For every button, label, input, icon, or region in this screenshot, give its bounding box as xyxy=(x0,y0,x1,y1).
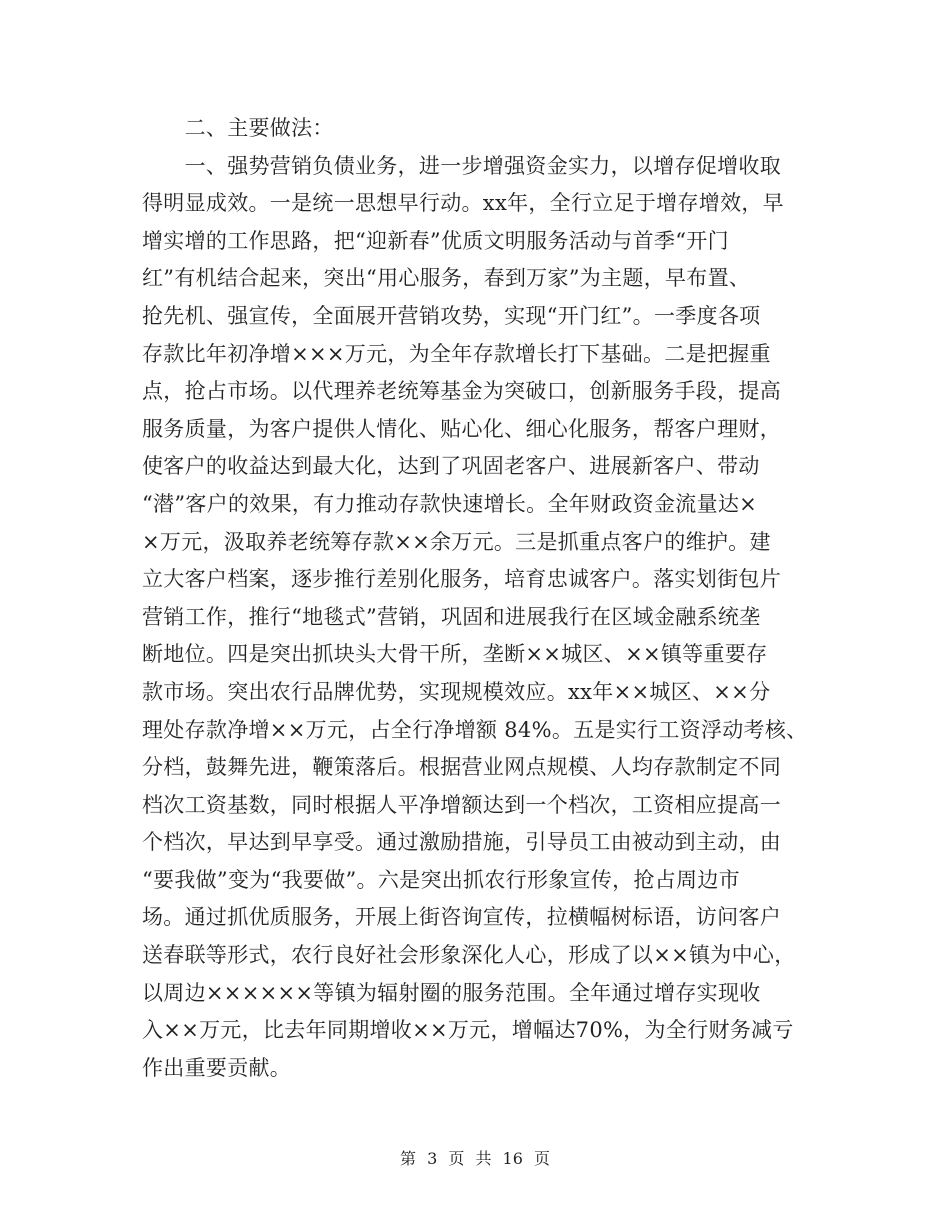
text-line: 理处存款净增××万元，占全行净增额 84%。五是实行工资浮动考核、 xyxy=(142,717,808,742)
text-line: 存款比年初净增×××万元，为全年存款增长打下基础。二是把握重 xyxy=(142,341,771,366)
text-line: 断地位。四是突出抓块头大骨干所，垄断××城区、××镇等重要存 xyxy=(142,642,768,667)
text-line: 作出重要贡献。 xyxy=(142,1055,292,1080)
text-line: 一、强势营销负债业务，进一步增强资金实力，以增存促增收取 xyxy=(142,153,781,178)
text-line: 档次工资基数，同时根据人平净增额达到一个档次，工资相应提高一 xyxy=(142,792,781,817)
text-line: 立大客户档案，逐步推行差别化服务，培育忠诚客户。落实划街包片 xyxy=(142,567,781,592)
text-line: 抢先机、强宣传，全面展开营销攻势，实现“开门红”。一季度各项 xyxy=(142,303,761,328)
text-line: 场。通过抓优质服务，开展上街咨询宣传，拉横幅树标语，访问客户 xyxy=(142,905,781,930)
text-line: 二、主要做法： xyxy=(142,116,334,140)
text-line: 红”有机结合起来，突出“用心服务，春到万家”为主题，早布置、 xyxy=(142,266,751,291)
text-line: 个档次，早达到早享受。通过激励措施，引导员工由被动到主动，由 xyxy=(142,830,781,855)
text-line: 分档，鼓舞先进，鞭策落后。根据营业网点规模、人均存款制定不同 xyxy=(142,755,781,780)
text-line: 款市场。突出农行品牌优势，实现规模效应。xx年××城区、××分 xyxy=(142,679,771,704)
text-line: 以周边××××××等镇为辐射圈的服务范围。全年通过增存实现收 xyxy=(142,980,761,1005)
text-line: 营销工作，推行“地毯式”营销，巩固和进展我行在区域金融系统垄 xyxy=(142,604,761,629)
text-line: “要我做”变为“我要做”。六是突出抓农行形象宣传，抢占周边市 xyxy=(142,867,740,892)
text-line: 得明显成效。一是统一思想早行动。xx年，全行立足于增存增效，早 xyxy=(142,191,784,216)
text-line: 服务质量，为客户提供人情化、贴心化、细心化服务，帮客户理财， xyxy=(142,416,781,441)
text-line: “潜”客户的效果，有力推动存款快速增长。全年财政资金流量达× xyxy=(142,491,758,516)
text-line: 点，抢占市场。以代理养老统筹基金为突破口，创新服务手段，提高 xyxy=(142,379,781,404)
page-number-footer: 第 3 页 共 16 页 xyxy=(400,1149,550,1168)
text-line: 送春联等形式，农行良好社会形象深化人心，形成了以××镇为中心， xyxy=(142,943,796,968)
document-body xyxy=(142,110,812,1087)
text-line: 使客户的收益达到最大化，达到了巩固老客户、进展新客户、带动 xyxy=(142,454,760,479)
text-line: 入××万元，比去年同期增收××万元，增幅达70%，为全行财务减亏 xyxy=(142,1018,794,1043)
text-line: ×万元，汲取养老统筹存款××余万元。三是抓重点客户的维护。建 xyxy=(142,529,771,554)
text-line: 增实增的工作思路，把“迎新春”优质文明服务活动与首季“开门 xyxy=(142,228,729,253)
